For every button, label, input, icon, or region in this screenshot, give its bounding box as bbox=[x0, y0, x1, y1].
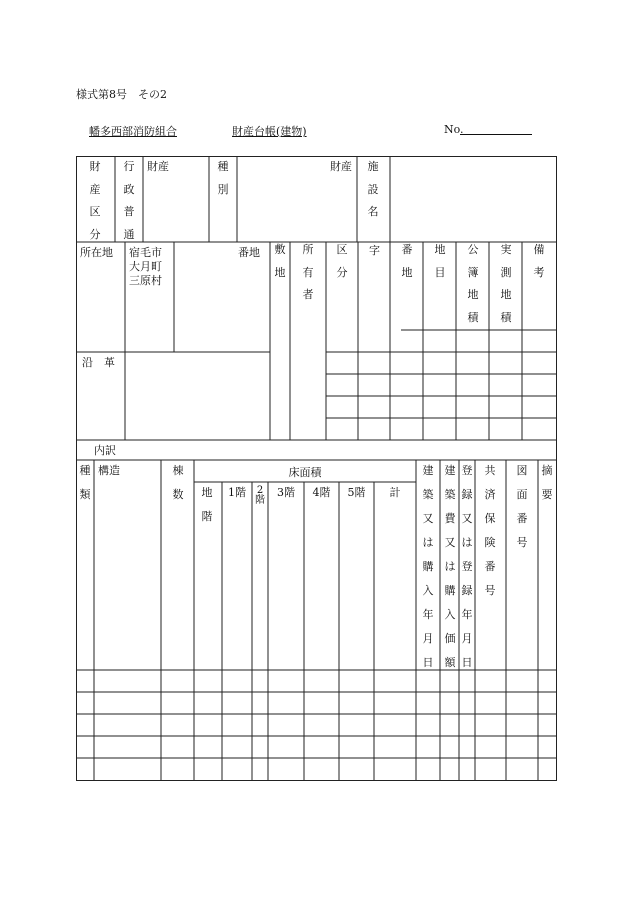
registration-date-label bbox=[459, 459, 475, 675]
land-lot-number-label bbox=[399, 239, 415, 284]
floor-3-label: 3階 bbox=[277, 486, 295, 499]
land-lot-number-text: 番 地 bbox=[401, 243, 413, 279]
drawing-number-text: 図 面 番 号 bbox=[516, 464, 528, 549]
aza-label: 字 bbox=[369, 244, 380, 257]
construction-cost-text: 建 築 費 又 は 購 入 価 額 bbox=[444, 464, 456, 669]
classification-text: 区 分 bbox=[336, 243, 348, 279]
administrative-general-text: 行 政 普 通 bbox=[123, 160, 135, 241]
surveyed-area-label bbox=[498, 239, 514, 329]
owner-text: 所 有 者 bbox=[302, 243, 314, 301]
breakdown-label: 内訳 bbox=[94, 444, 116, 457]
ledger-number-blank[interactable] bbox=[460, 134, 532, 135]
basement-label bbox=[199, 481, 215, 529]
property-category-label bbox=[87, 156, 103, 246]
ledger-number-label: No. bbox=[444, 123, 464, 136]
facility-name-label bbox=[365, 156, 381, 224]
land-category-text: 地 目 bbox=[434, 243, 446, 279]
owner-label bbox=[300, 239, 316, 307]
construction-date-label bbox=[420, 459, 436, 675]
property-label-a: 財産 bbox=[147, 160, 169, 173]
summary-label bbox=[539, 459, 555, 507]
location-label: 所在地 bbox=[80, 246, 113, 259]
basement-text: 地 階 bbox=[201, 486, 213, 523]
building-type-text: 種 類 bbox=[79, 464, 91, 501]
building-count-text: 棟 数 bbox=[172, 464, 184, 501]
floor-area-label: 床面積 bbox=[288, 466, 322, 479]
municipality-3[interactable]: 三原村 bbox=[129, 274, 162, 287]
property-ledger-table bbox=[76, 156, 557, 781]
classification-label bbox=[334, 239, 350, 284]
form-number: 様式第8号 その2 bbox=[76, 88, 167, 101]
type-text: 種 別 bbox=[217, 160, 229, 196]
structure-label: 構造 bbox=[98, 464, 120, 477]
administrative-general-label bbox=[121, 156, 137, 246]
drawing-number-label bbox=[514, 459, 530, 555]
floor-1-label: 1階 bbox=[228, 486, 246, 499]
site-label bbox=[272, 239, 288, 284]
organization-name: 幡多西部消防組合 bbox=[89, 125, 177, 138]
mutual-insurance-number-label bbox=[482, 459, 498, 603]
municipality-2[interactable]: 大月町 bbox=[129, 260, 162, 273]
facility-name-text: 施 設 名 bbox=[367, 160, 379, 218]
floor-2-label bbox=[252, 486, 268, 506]
construction-cost-label bbox=[442, 459, 458, 675]
type-label bbox=[215, 156, 231, 201]
property-label-b: 財産 bbox=[330, 160, 352, 173]
property-category-text: 財 産 区 分 bbox=[89, 160, 101, 241]
floor-2-text: 2 階 bbox=[255, 485, 265, 506]
registered-area-label bbox=[465, 239, 481, 329]
floor-4-label: 4階 bbox=[312, 486, 331, 499]
land-category-label bbox=[432, 239, 448, 284]
site-text: 敷 地 bbox=[274, 243, 286, 279]
surveyed-area-text: 実 測 地 積 bbox=[500, 243, 512, 324]
remarks-text: 備 考 bbox=[533, 243, 545, 279]
municipality-1[interactable]: 宿毛市 bbox=[129, 246, 162, 259]
mutual-insurance-number-text: 共 済 保 険 番 号 bbox=[484, 464, 496, 597]
lot-number-label: 番地 bbox=[238, 246, 260, 259]
registered-area-text: 公 簿 地 積 bbox=[467, 243, 479, 324]
floor-total-label: 計 bbox=[389, 486, 401, 499]
summary-text: 摘 要 bbox=[541, 464, 553, 501]
history-label: 沿 革 bbox=[82, 356, 115, 369]
remarks-label bbox=[531, 239, 547, 284]
floor-5-label: 5階 bbox=[347, 486, 366, 499]
building-type-label bbox=[77, 459, 93, 507]
ledger-title: 財産台帳(建物) bbox=[232, 125, 307, 138]
registration-date-text: 登 録 又 は 登 録 年 月 日 bbox=[461, 464, 473, 669]
construction-date-text: 建 築 又 は 購 入 年 月 日 bbox=[422, 464, 434, 669]
building-count-label bbox=[170, 459, 186, 507]
